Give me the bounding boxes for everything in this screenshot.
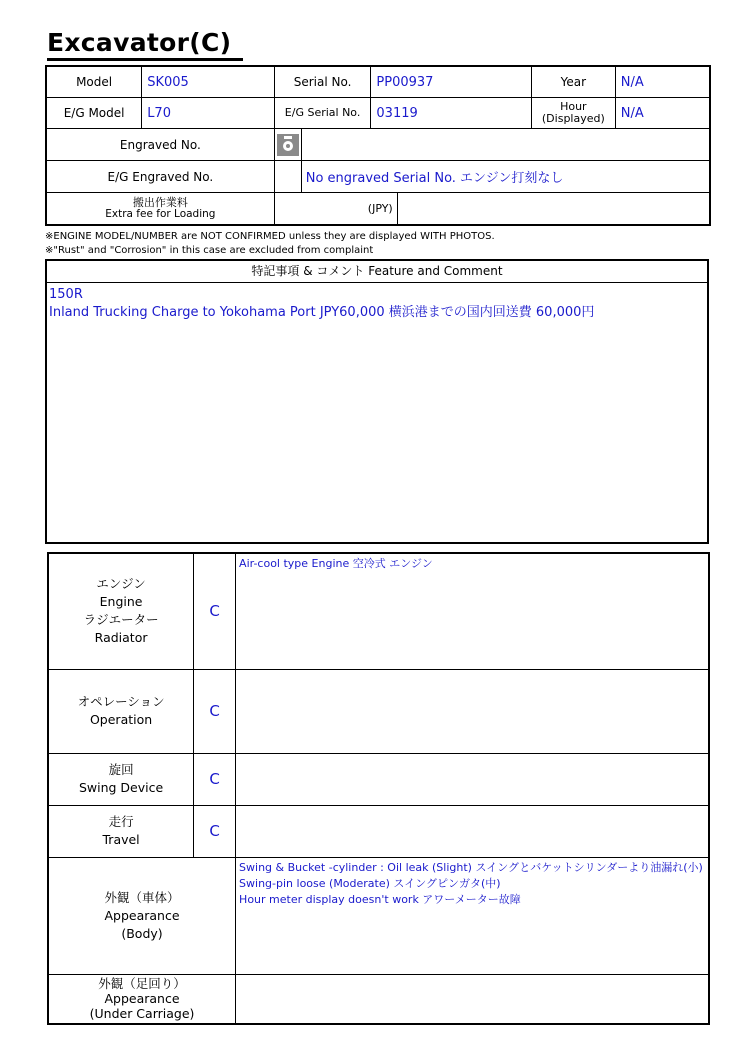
swing-grade: C bbox=[194, 753, 236, 805]
serial-value: PP00937 bbox=[371, 66, 531, 98]
comment-body bbox=[47, 283, 707, 325]
travel-label-jp: 走行 bbox=[108, 814, 134, 829]
engine-detail: Air-cool type Engine 空冷式 エンジン bbox=[236, 553, 709, 669]
model-value: SK005 bbox=[142, 66, 275, 98]
carriage-category bbox=[48, 974, 236, 1024]
note-engine-confirmation: ※ENGINE MODEL/NUMBER are NOT CONFIRMED unless they are displayed WITH PHOTOS. bbox=[45, 231, 495, 242]
operation-category bbox=[48, 669, 194, 753]
eg-engraved-value: No engraved Serial No. エンジン打刻なし bbox=[305, 171, 564, 186]
loading-fee-value bbox=[398, 193, 709, 224]
loading-fee-label-jp: 搬出作業料 bbox=[132, 196, 188, 209]
loading-fee-unit: (JPY) bbox=[275, 193, 398, 224]
operation-detail bbox=[236, 669, 709, 753]
loading-fee-label bbox=[46, 193, 274, 226]
title-underline bbox=[47, 58, 243, 61]
hour-label-line2: (Displayed) bbox=[541, 112, 605, 125]
travel-detail bbox=[236, 805, 709, 857]
body-label-jp: 外観（車体） bbox=[104, 889, 180, 905]
eg-engraved-cell bbox=[274, 161, 710, 193]
swing-category bbox=[48, 753, 194, 805]
radiator-label-en: Radiator bbox=[94, 630, 148, 646]
note-rust-exclusion: ※"Rust" and "Corrosion" in this case are excluded from complaint bbox=[45, 245, 374, 256]
serial-label: Serial No. bbox=[274, 66, 371, 98]
hour-label-line1: Hour bbox=[560, 100, 587, 113]
eg-model-value: L70 bbox=[142, 98, 275, 129]
engine-grade: C bbox=[194, 553, 236, 669]
travel-grade: C bbox=[194, 805, 236, 857]
engine-label-en: Engine bbox=[99, 594, 143, 610]
comment-box bbox=[45, 259, 709, 544]
engine-label-jp: エンジン bbox=[96, 576, 146, 592]
carriage-label-jp: 外観（足回り） bbox=[98, 976, 186, 992]
travel-category bbox=[48, 805, 194, 857]
engraved-label: Engraved No. bbox=[46, 129, 274, 161]
comment-line: 150R bbox=[49, 287, 83, 302]
eg-serial-value: 03119 bbox=[371, 98, 531, 129]
comment-header: 特記事項 & コメント Feature and Comment bbox=[47, 261, 707, 283]
carriage-label-en2: (Under Carriage) bbox=[89, 1006, 195, 1022]
carriage-detail bbox=[236, 974, 709, 1024]
eg-model-label: E/G Model bbox=[46, 98, 142, 129]
body-detail-line: Swing-pin loose (Moderate) スイングピンガタ(中) bbox=[239, 876, 501, 890]
engine-category bbox=[48, 553, 194, 669]
loading-fee-label-en: Extra fee for Loading bbox=[105, 208, 216, 220]
swing-label-jp: 旋回 bbox=[108, 762, 134, 777]
evaluation-table bbox=[47, 552, 710, 1025]
body-category bbox=[48, 857, 236, 974]
radiator-label-jp: ラジエーター bbox=[83, 612, 159, 628]
body-detail bbox=[236, 857, 709, 974]
body-detail-line: Swing & Bucket -cylinder : Oil leak (Slight) スイングとバケットシリンダーより油漏れ(小) bbox=[239, 860, 703, 874]
swing-detail bbox=[236, 753, 709, 805]
hour-value: N/A bbox=[615, 98, 710, 129]
body-label-en: Appearance bbox=[104, 907, 180, 923]
hour-label bbox=[531, 98, 615, 129]
eg-engraved-label: E/G Engraved No. bbox=[46, 161, 274, 193]
comment-line: Inland Trucking Charge to Yokohama Port JPY60,000 横浜港までの国内回送費 60,000円 bbox=[49, 305, 595, 320]
year-value: N/A bbox=[615, 66, 710, 98]
operation-label-jp: オペレーション bbox=[77, 694, 165, 709]
vehicle-info-table bbox=[45, 65, 711, 226]
swing-label-en: Swing Device bbox=[78, 780, 164, 795]
travel-label-en: Travel bbox=[102, 832, 140, 847]
engraved-value-cell bbox=[274, 129, 710, 161]
camera-icon[interactable] bbox=[277, 134, 299, 156]
eg-serial-label: E/G Serial No. bbox=[274, 98, 371, 129]
year-label: Year bbox=[531, 66, 615, 98]
body-detail-line: Hour meter display doesn't work アワーメーター故障 bbox=[239, 892, 521, 906]
model-label: Model bbox=[46, 66, 142, 98]
body-label-en2: (Body) bbox=[121, 925, 163, 941]
loading-fee-cell bbox=[274, 193, 710, 226]
carriage-label-en: Appearance bbox=[104, 991, 180, 1007]
page-title: Excavator(C) bbox=[47, 28, 232, 57]
operation-grade: C bbox=[194, 669, 236, 753]
operation-label-en: Operation bbox=[89, 712, 153, 727]
